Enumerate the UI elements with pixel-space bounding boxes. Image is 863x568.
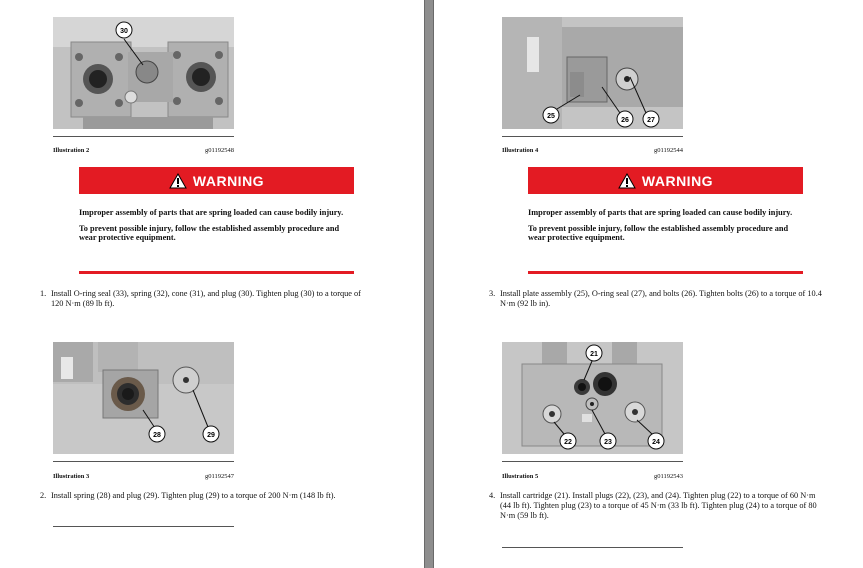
warning-bottom-rule	[79, 271, 354, 274]
illustration-5-id: g01192543	[653, 473, 683, 480]
callout-30: 30	[120, 28, 128, 35]
right-page	[434, 0, 863, 568]
illustration-3-rule	[53, 461, 234, 462]
left-page	[0, 0, 424, 568]
callout-24: 24	[652, 439, 660, 446]
page-gutter	[424, 0, 434, 568]
step-4	[489, 491, 824, 521]
step-1-text: Install O-ring seal (33), spring (32), cone (31), and plug (30). Tighten plug (30) to a torque of 120 N·m (89 lb ft).	[51, 289, 361, 308]
warning-label: WARNING	[641, 172, 714, 189]
warning-line-2: To prevent possible injury, follow the established assembly procedure and wear protective equipment.	[79, 223, 340, 242]
warning-banner	[79, 167, 354, 194]
warning-text	[79, 208, 354, 249]
callout-23: 23	[604, 439, 612, 446]
illustration-5-rule	[502, 461, 683, 462]
step-3	[489, 289, 839, 309]
step-3-number: 3.	[489, 289, 496, 298]
callout-27: 27	[647, 117, 655, 124]
warning-text	[528, 208, 803, 249]
step-1-number: 1.	[40, 289, 47, 298]
step-2	[40, 491, 370, 501]
callout-22: 22	[564, 439, 572, 446]
illustration-4-caption: Illustration 4	[502, 147, 539, 154]
warning-bottom-rule	[528, 271, 803, 274]
illustration-3-photo	[53, 342, 234, 454]
illustration-2-id: g01192548	[204, 147, 234, 154]
illustration-4-photo	[502, 17, 683, 129]
illustration-2-photo	[53, 17, 234, 129]
illustration-4-id: g01192544	[653, 147, 683, 154]
warning-banner	[528, 167, 803, 194]
callout-28: 28	[153, 432, 161, 439]
step-2-number: 2.	[40, 491, 47, 500]
illustration-4-rule	[502, 136, 683, 137]
warning-line-1: Improper assembly of parts that are spring loaded can cause bodily injury.	[79, 208, 344, 217]
illustration-3-id: g01192547	[204, 473, 234, 480]
illustration-3-caption: Illustration 3	[53, 473, 90, 480]
step-4-number: 4.	[489, 491, 496, 500]
callout-21: 21	[590, 351, 598, 358]
illustration-5-photo	[502, 342, 683, 454]
warning-triangle-icon	[169, 173, 187, 189]
step-4-text: Install cartridge (21). Install plugs (22), (23), and (24). Tighten plug (22) to a torque of 60 N·m (44 lb ft). Tighten plug (23) to a torque of 45 N·m (33 lb ft). Tighten plug (24) to a torque of 80 N·m (59 lb ft).	[500, 491, 817, 520]
callout-25: 25	[547, 113, 555, 120]
callout-29: 29	[207, 432, 215, 439]
callout-26: 26	[621, 117, 629, 124]
step-2-rule	[53, 526, 234, 527]
illustration-5-caption: Illustration 5	[502, 473, 539, 480]
warning-triangle-icon	[618, 173, 636, 189]
warning-line-2: To prevent possible injury, follow the established assembly procedure and wear protective equipment.	[528, 223, 789, 242]
illustration-2-caption: Illustration 2	[53, 147, 90, 154]
step-3-text: Install plate assembly (25), O-ring seal (27), and bolts (26). Tighten bolts (26) to a torque of 10.4 N·m (92 lb in).	[500, 289, 822, 308]
warning-label: WARNING	[192, 172, 265, 189]
warning-line-1: Improper assembly of parts that are spring loaded can cause bodily injury.	[528, 208, 793, 217]
step-1	[40, 289, 370, 309]
illustration-2-rule	[53, 136, 234, 137]
step-2-text: Install spring (28) and plug (29). Tighten plug (29) to a torque of 200 N·m (148 lb ft).	[51, 491, 336, 500]
step-4-rule	[502, 547, 683, 548]
